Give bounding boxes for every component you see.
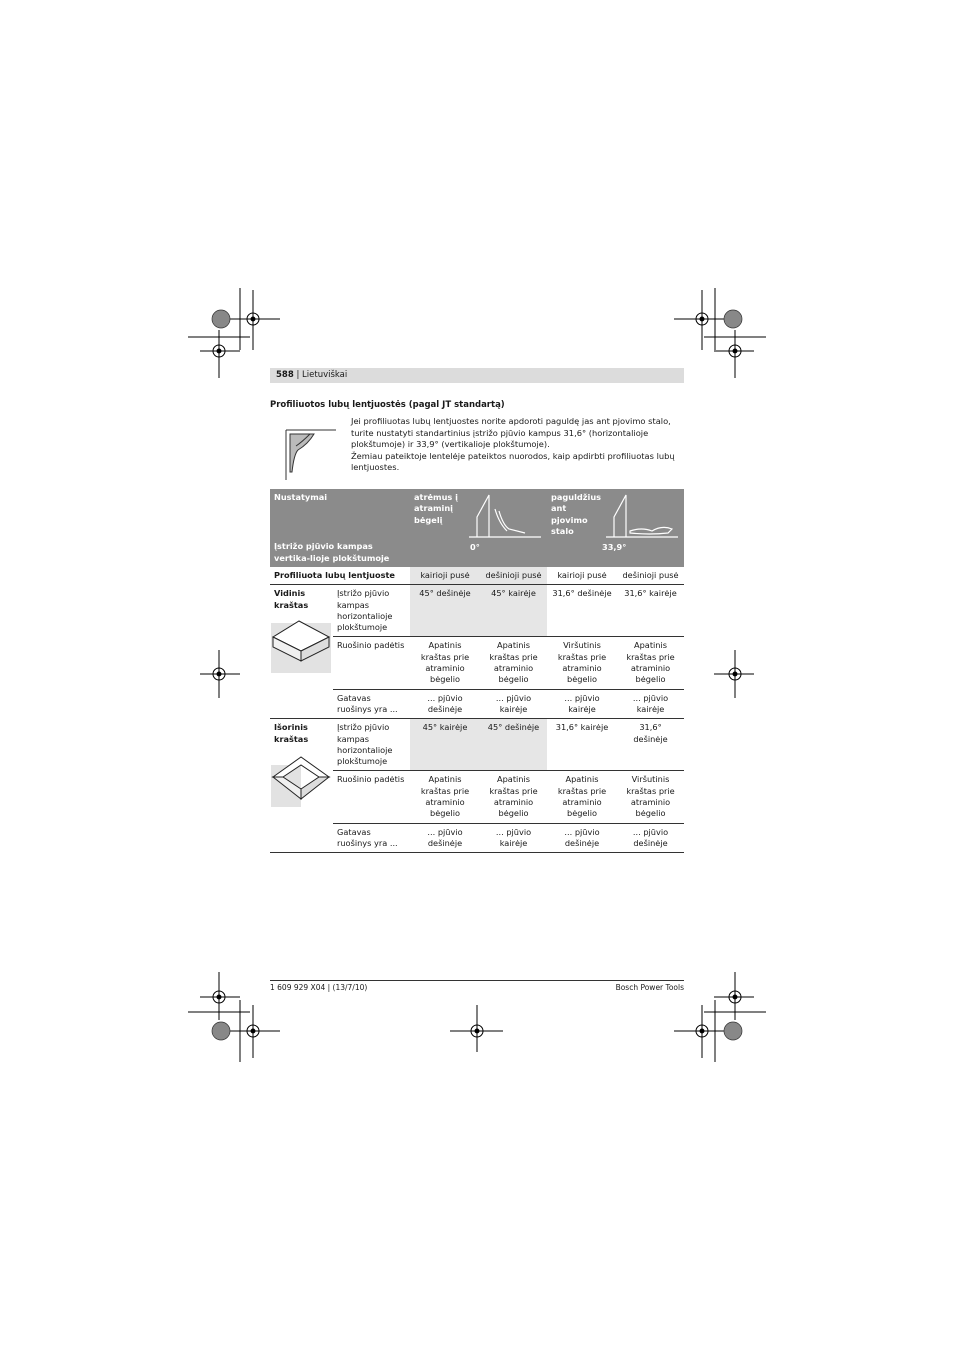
cell: 31,6° kairėje [547, 719, 617, 771]
cell: ... pjūvio dešinėje [547, 823, 617, 853]
outer-edge-cell [270, 719, 333, 853]
cell: 31,6° kairėje [617, 585, 684, 637]
cell: Apatinis kraštas prie atraminio bėgelio [547, 771, 617, 823]
row-label: Gatavas ruošinys yra ... [333, 689, 410, 719]
cell: Viršutinis kraštas prie atraminio bėgelio [617, 771, 684, 823]
outer-edge-label: Išorinis kraštas [274, 722, 309, 744]
cell: 45° kairėje [480, 585, 547, 637]
side-header-3: kairioji pusė [547, 567, 617, 585]
settings-table [270, 489, 684, 853]
upright-header-cell [410, 489, 547, 567]
table-row [270, 637, 684, 689]
cell: Apatinis kraštas prie atraminio bėgelio [480, 637, 547, 689]
cell: ... pjūvio kairėje [480, 689, 547, 719]
cell: ... pjūvio dešinėje [410, 689, 480, 719]
intro-paragraph-2: Žemiau pateiktoje lentelėje pateiktos nuorodos, kaip apdirbti profiliuotas lubų lentjuostes. [351, 450, 675, 472]
intro-paragraph-1: Jei profiliuotas lubų lentjuostes norite apdoroti paguldę jas ant pjovimo stalo, turite nustatyti standartinius įstrižo pjūvio kampus 31,6° (horizontalioje plokštumoje) ir 33,9° (vertikalioje plokštumoje). [351, 416, 671, 449]
table-header-row [270, 489, 684, 567]
row-label: Ruošinio padėtis [333, 771, 410, 823]
row-label: Gatavas ruošinys yra ... [333, 823, 410, 853]
page-number: 588 [276, 370, 294, 380]
upright-label: atrėmus į atraminį bėgelį [414, 492, 458, 525]
row-label: Ruošinio padėtis [333, 637, 410, 689]
page-header: 588 | Lietuviškai [270, 368, 684, 383]
cell: Apatinis kraštas prie atraminio bėgelio [410, 771, 480, 823]
table-row [270, 585, 684, 637]
row-label: Įstrižo pjūvio kampas horizontalioje plokštumoje [333, 719, 410, 771]
row-label: Įstrižo pjūvio kampas horizontalioje plokštumoje [333, 585, 410, 637]
settings-label: Nustatymai [274, 492, 328, 502]
footer-divider [270, 980, 684, 981]
inner-edge-cell [270, 585, 333, 719]
outer-corner-icon [271, 751, 331, 807]
header-language: Lietuviškai [302, 370, 348, 380]
cell: 31,6° dešinėje [617, 719, 684, 771]
cell: Apatinis kraštas prie atraminio bėgelio [617, 637, 684, 689]
settings-header-cell [270, 489, 410, 567]
upright-saw-icon [469, 491, 541, 541]
cell: Apatinis kraštas prie atraminio bėgelio [480, 771, 547, 823]
intro-text [351, 416, 684, 474]
flat-saw-icon [606, 491, 678, 541]
cell: 45° dešinėje [410, 585, 480, 637]
bevel-label: Įstrižo pjūvio kampas vertika-lioje plokštumoje [274, 541, 390, 563]
table-row [270, 823, 684, 853]
cell: ... pjūvio kairėje [480, 823, 547, 853]
cell: ... pjūvio kairėje [547, 689, 617, 719]
flat-label: paguldžius ant pjovimo stalo [551, 492, 602, 536]
upright-angle: 0° [470, 541, 480, 552]
cell: 31,6° dešinėje [547, 585, 617, 637]
footer-brand: Bosch Power Tools [615, 983, 684, 992]
flat-header-cell [547, 489, 684, 567]
section-title: Profiliuotos lubų lentjuostės (pagal JT standartą) [270, 400, 505, 410]
cell: Apatinis kraštas prie atraminio bėgelio [410, 637, 480, 689]
crown-molding-illustration [280, 424, 338, 482]
cell: Viršutinis kraštas prie atraminio bėgelio [547, 637, 617, 689]
side-header-2: dešinioji pusė [480, 567, 547, 585]
inner-edge-label: Vidinis kraštas [274, 588, 309, 610]
flat-angle: 33,9° [602, 541, 627, 552]
cell: ... pjūvio dešinėje [410, 823, 480, 853]
cell: ... pjūvio kairėje [617, 689, 684, 719]
table-row [270, 689, 684, 719]
cell: 45° dešinėje [480, 719, 547, 771]
inner-corner-icon [271, 617, 331, 673]
cell: 45° kairėje [410, 719, 480, 771]
side-header-row [270, 567, 684, 585]
profile-label: Profiliuota lubų lentjuoste [270, 567, 410, 585]
footer-doc-number: 1 609 929 X04 | (13/7/10) [270, 983, 368, 992]
table-row [270, 719, 684, 771]
cell: ... pjūvio dešinėje [617, 823, 684, 853]
side-header-4: dešinioji pusė [617, 567, 684, 585]
table-row [270, 771, 684, 823]
side-header-1: kairioji pusė [410, 567, 480, 585]
